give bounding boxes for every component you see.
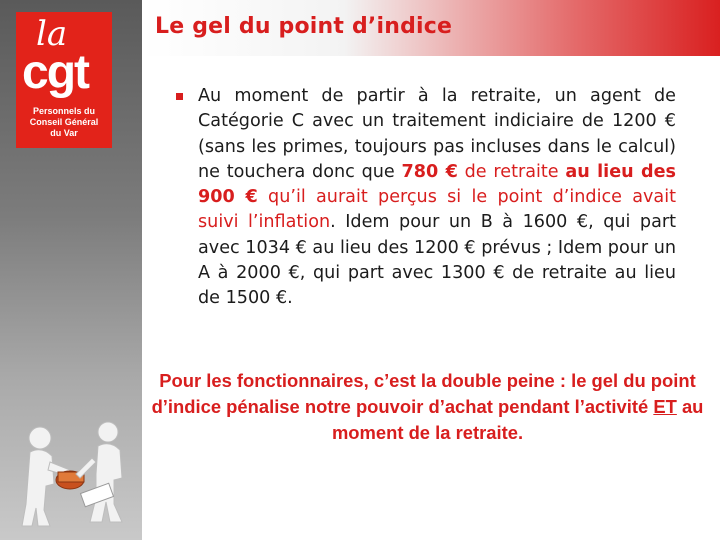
highlight-amount: 780 € xyxy=(401,161,458,182)
figures-illustration-icon xyxy=(10,418,135,530)
bullet-list xyxy=(176,84,676,312)
conclusion-text xyxy=(150,368,705,446)
conclusion-underlined: ET xyxy=(653,396,677,417)
bullet-text: . Idem pour un B à 1600 €, qui part avec 1034 € au lieu des 1200 € prévus ; Idem pour un A à 2000 €, qui part avec 1300 € de retraite au lieu de 1500 €. xyxy=(198,212,677,309)
bullet-square-icon xyxy=(176,93,183,100)
bullet-text-red: de retraite xyxy=(457,161,566,182)
logo-subtitle xyxy=(16,106,112,139)
bullet-item xyxy=(176,84,676,312)
logo-cgt-text: cgt xyxy=(22,46,88,99)
logo-la-text: la xyxy=(36,14,68,54)
conclusion-part: Pour les fonctionnaires, c’est la double peine : le gel du point d’indice pénalise notre pouvoir d’achat pendant l’activité xyxy=(151,370,696,417)
conclusion-part: au moment de la retraite. xyxy=(331,396,704,443)
logo-subtitle-line: Personnels du xyxy=(32,106,95,116)
slide-title: Le gel du point d’indice xyxy=(155,14,453,39)
highlight-amount: au lieu des 900 € xyxy=(198,161,676,208)
bullet-text: Au moment de partir à la retraite, un agent de Catégorie C avec un traitement indiciaire de 1200 € (sans les primes, toujours pas incluses dans le calcul) ne touchera donc que xyxy=(198,86,676,182)
logo-subtitle-line: Conseil Général xyxy=(29,117,99,127)
bullet-text-red: qu’il aurait perçus si le point d’indice avait suivi l’inflation xyxy=(198,187,676,233)
cgt-logo xyxy=(16,12,112,148)
logo-subtitle-line: du Var xyxy=(50,128,78,138)
